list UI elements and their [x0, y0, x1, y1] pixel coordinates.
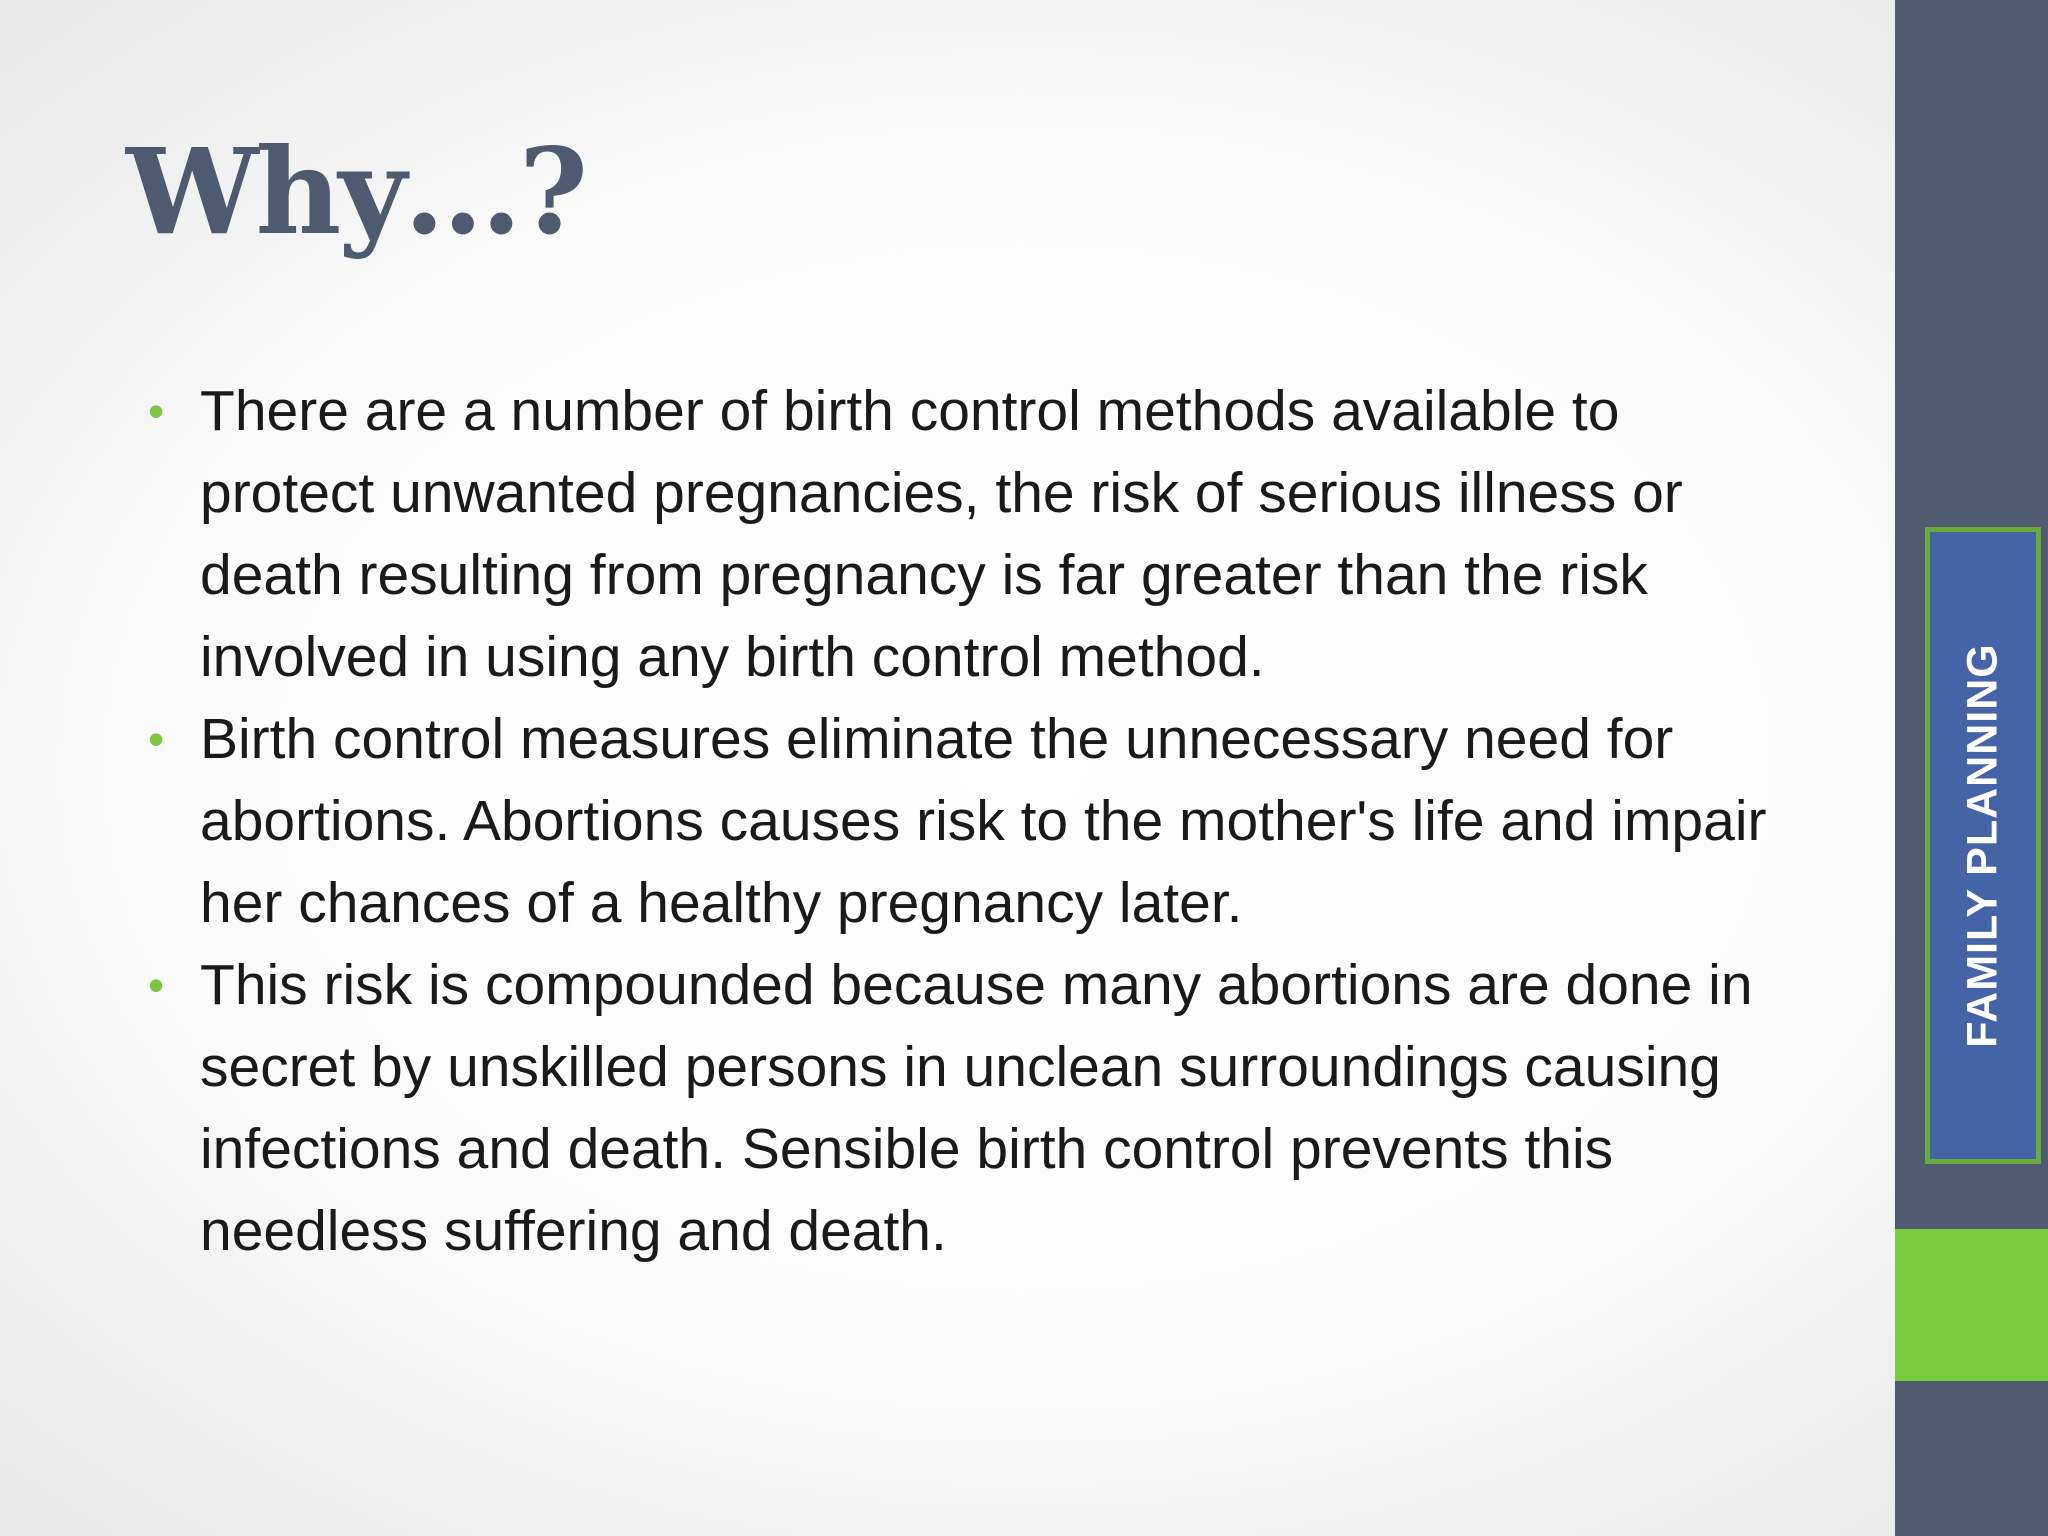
bullet-item [148, 698, 1808, 944]
bullet-icon: • [148, 713, 165, 765]
sidebar-label-box [1925, 527, 2041, 1164]
sidebar-label: FAMILY PLANNING [1958, 643, 2007, 1048]
sidebar [1895, 0, 2048, 1536]
bullet-list [148, 370, 1808, 1272]
bullet-item [148, 944, 1808, 1272]
bullet-text: Birth control measures eliminate the unnecessary need for abortions. Abortions causes risk to the mother's life and impair her chances of a healthy pregnancy later. [200, 707, 1767, 935]
bullet-icon: • [148, 959, 165, 1011]
bullet-text: There are a number of birth control methods available to protect unwanted pregnancies, the risk of serious illness or death resulting from pregnancy is far greater than the risk involved in using any birth control method. [200, 379, 1683, 689]
sidebar-accent-block [1895, 1229, 2048, 1381]
bullet-item [148, 370, 1808, 698]
slide-title: Why…? [126, 122, 586, 261]
bullet-icon: • [148, 385, 165, 437]
bullet-text: This risk is compounded because many abortions are done in secret by unskilled persons in unclean surroundings causing infections and death. Sensible birth control prevents this needless suffering and death. [200, 953, 1753, 1263]
